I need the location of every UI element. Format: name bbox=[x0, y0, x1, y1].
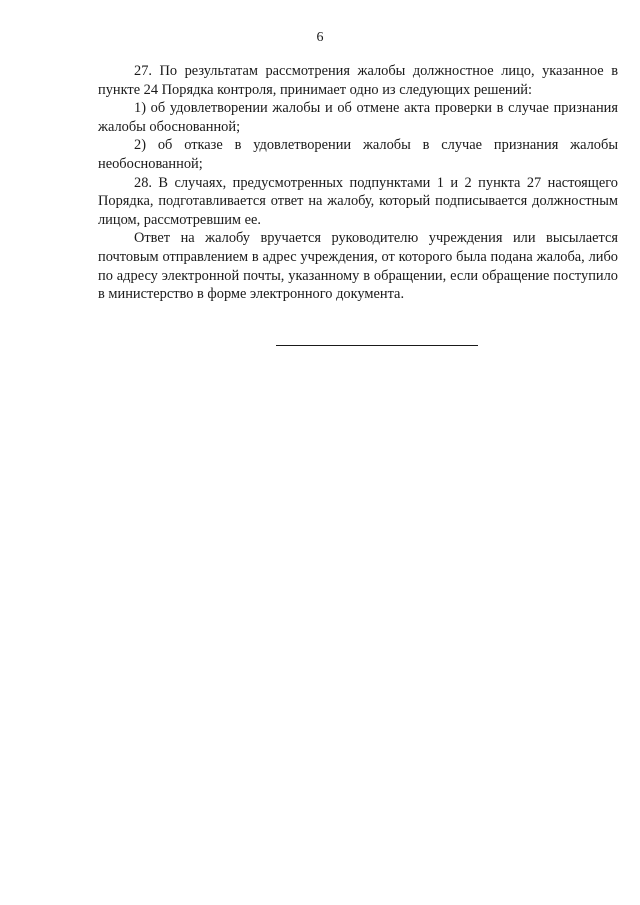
page-number: 6 bbox=[316, 30, 324, 45]
paragraph-27-item-2: 2) об отказе в удовлетворении жалобы в случае признания жалобы необоснованной; bbox=[98, 137, 618, 172]
paragraph-28: 28. В случаях, предусмотренных подпунктами 1 и 2 пункта 27 настоящего Порядка, подготавливается ответ на жалобу, который подписывается должностным лицом, рассмотревшим ее. bbox=[98, 174, 618, 228]
document-body bbox=[98, 62, 618, 304]
paragraph-27-item-1: 1) об удовлетворении жалобы и об отмене акта проверки в случае признания жалобы обоснованной; bbox=[98, 100, 618, 135]
end-separator-line bbox=[276, 345, 478, 346]
paragraph-response-delivery: Ответ на жалобу вручается руководителю учреждения или высылается почтовым отправлением в адрес учреждения, от которого была подана жалоба, либо по адресу электронной почты, указанному в обращении, если обращение поступило в министерство в форме электронного документа. bbox=[98, 230, 618, 303]
paragraph-27: 27. По результатам рассмотрения жалобы должностное лицо, указанное в пункте 24 Порядка контроля, принимает одно из следующих решений: bbox=[98, 63, 618, 98]
